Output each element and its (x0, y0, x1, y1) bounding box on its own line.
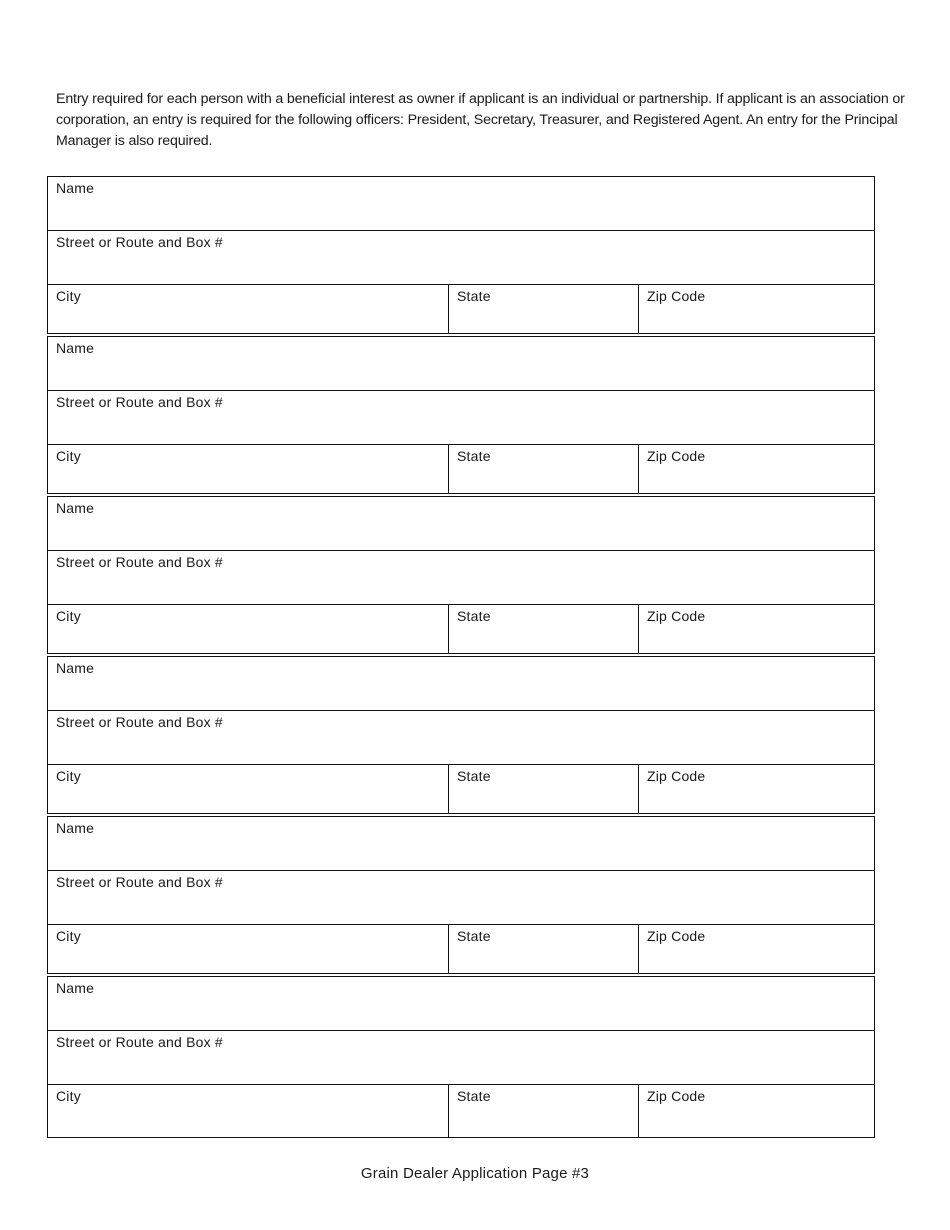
zip-code-field[interactable]: Zip Code (647, 288, 706, 304)
zip-code-field[interactable]: Zip Code (647, 928, 706, 944)
state-field[interactable]: State (449, 285, 639, 333)
street-field[interactable]: Street or Route and Box # (56, 874, 223, 890)
city-field[interactable]: City (48, 285, 449, 333)
state-field[interactable]: State (449, 765, 639, 813)
owner-entry (47, 656, 875, 814)
name-field[interactable]: Name (56, 180, 95, 196)
state-field[interactable]: State (449, 1085, 639, 1137)
street-field[interactable]: Street or Route and Box # (56, 554, 223, 570)
street-field[interactable]: Street or Route and Box # (56, 1034, 223, 1050)
zip-code-field[interactable]: Zip Code (647, 768, 706, 784)
zip-code-field[interactable]: Zip Code (647, 1088, 706, 1104)
name-field[interactable]: Name (56, 500, 95, 516)
street-field[interactable]: Street or Route and Box # (56, 394, 223, 410)
owner-entry (47, 816, 875, 974)
name-field[interactable]: Name (56, 660, 95, 676)
owner-entry (47, 336, 875, 494)
owner-entry (47, 496, 875, 654)
state-field[interactable]: State (449, 605, 639, 653)
city-field[interactable]: City (48, 445, 449, 493)
name-field[interactable]: Name (56, 340, 95, 356)
page-footer: Grain Dealer Application Page #3 (360, 1165, 590, 1182)
state-field[interactable]: State (449, 445, 639, 493)
name-field[interactable]: Name (56, 980, 95, 996)
zip-code-field[interactable]: Zip Code (647, 448, 706, 464)
zip-code-field[interactable]: Zip Code (647, 608, 706, 624)
name-field[interactable]: Name (56, 820, 95, 836)
street-field[interactable]: Street or Route and Box # (56, 234, 223, 250)
owner-entry (47, 176, 875, 334)
city-field[interactable]: City (48, 925, 449, 973)
city-field[interactable]: City (48, 1085, 449, 1137)
city-field[interactable]: City (48, 605, 449, 653)
state-field[interactable]: State (449, 925, 639, 973)
city-field[interactable]: City (48, 765, 449, 813)
owner-entry (47, 976, 875, 1138)
owner-entries-form (47, 176, 875, 1140)
instructions-text: Entry required for each person with a beneficial interest as owner if applicant is an individual or partnership. If applicant is an association or corporation, an entry is required for the following officers: President, Secretary, Treasurer, and Registered Agent. An entry for the Principal Manager is also required. (56, 91, 905, 149)
street-field[interactable]: Street or Route and Box # (56, 714, 223, 730)
